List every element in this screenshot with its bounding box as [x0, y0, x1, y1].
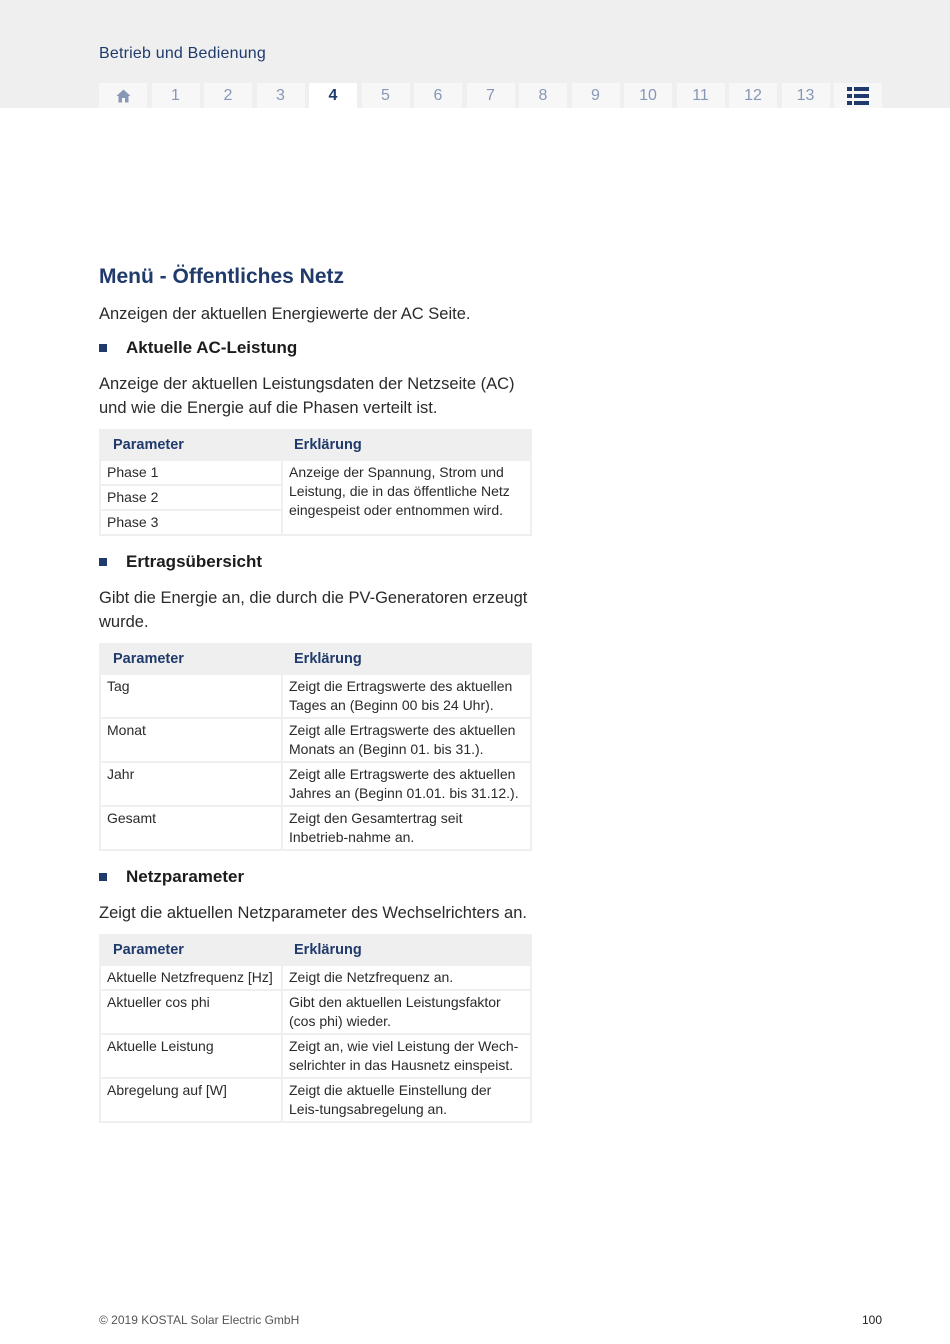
parameter-table-yield-overview — [99, 643, 532, 851]
tab-chapter-7[interactable]: 7 — [467, 83, 515, 108]
tab-chapter-6[interactable]: 6 — [414, 83, 462, 108]
table-cell: Phase 3 — [100, 510, 282, 535]
table-cell: Aktueller cos phi — [100, 990, 282, 1034]
section-heading-ac-power: Aktuelle AC-Leistung — [99, 336, 531, 360]
table-cell: Monat — [100, 718, 282, 762]
table-cell: Phase 1 — [100, 460, 282, 485]
tab-chapter-4[interactable]: 4 — [309, 83, 357, 108]
table-cell: Zeigt die Ertragswerte des aktuellen Tages an (Beginn 00 bis 24 Uhr). — [282, 674, 531, 718]
table-row — [100, 990, 531, 1034]
table-cell: Aktuelle Leistung — [100, 1034, 282, 1078]
chapter-tabs — [99, 83, 887, 108]
table-cell: Gibt den aktuellen Leistungsfaktor (cos phi) wieder. — [282, 990, 531, 1034]
table-row — [100, 965, 531, 990]
table-cell: Zeigt den Gesamtertrag seit Inbetrieb-nahme an. — [282, 806, 531, 850]
list-icon — [847, 87, 869, 105]
table-cell: Jahr — [100, 762, 282, 806]
table-cell: Abregelung auf [W] — [100, 1078, 282, 1122]
table-row — [100, 762, 531, 806]
table-cell: Aktuelle Netzfrequenz [Hz] — [100, 965, 282, 990]
table-cell: Zeigt die aktuelle Einstellung der Leis-tungsabregelung an. — [282, 1078, 531, 1122]
table-cell: Gesamt — [100, 806, 282, 850]
page-number: 100 — [861, 1313, 882, 1327]
table-header: Parameter — [100, 430, 282, 460]
tab-chapter-10[interactable]: 10 — [624, 83, 672, 108]
tab-chapter-11[interactable]: 11 — [677, 83, 725, 108]
table-header: Parameter — [100, 644, 282, 674]
table-cell: Tag — [100, 674, 282, 718]
bullet-square-icon — [99, 558, 107, 566]
tab-chapter-8[interactable]: 8 — [519, 83, 567, 108]
table-cell: Anzeige der Spannung, Strom und Leistung, die in das öffentliche Netz eingespeist oder entnommen wird. — [282, 460, 531, 535]
tab-chapter-13[interactable]: 13 — [782, 83, 830, 108]
table-header: Erklärung — [282, 430, 531, 460]
table-header: Erklärung — [282, 644, 531, 674]
tab-chapter-1[interactable]: 1 — [152, 83, 200, 108]
page-title: Menü - Öffentliches Netz — [99, 265, 345, 288]
section-description: Zeigt die aktuellen Netzparameter des Wechselrichters an. — [99, 904, 527, 922]
chapter-title: Betrieb und Bedienung — [99, 45, 266, 62]
bullet-square-icon — [99, 344, 107, 352]
tab-chapter-3[interactable]: 3 — [257, 83, 305, 108]
tab-chapter-9[interactable]: 9 — [572, 83, 620, 108]
table-cell: Phase 2 — [100, 485, 282, 510]
table-row — [100, 806, 531, 850]
tab-table-of-contents[interactable] — [834, 83, 882, 108]
table-row — [100, 1078, 531, 1122]
footer-copyright: © 2019 KOSTAL Solar Electric GmbH — [99, 1313, 300, 1327]
section-description: Anzeige der aktuellen Leistungsdaten der Netzseite (AC) und wie die Energie auf die Phasen verteilt ist. — [99, 375, 515, 417]
main-content — [99, 262, 531, 1123]
parameter-table-ac-power — [99, 429, 532, 536]
table-row — [100, 1034, 531, 1078]
tab-chapter-12[interactable]: 12 — [729, 83, 777, 108]
parameter-table-grid-parameters — [99, 934, 532, 1123]
table-header: Erklärung — [282, 935, 531, 965]
table-cell: Zeigt alle Ertragswerte des aktuellen Jahres an (Beginn 01.01. bis 31.12.). — [282, 762, 531, 806]
home-icon — [116, 89, 131, 103]
table-row — [100, 460, 531, 485]
tab-chapter-2[interactable]: 2 — [204, 83, 252, 108]
page-lead: Anzeigen der aktuellen Energiewerte der AC Seite. — [99, 305, 471, 323]
table-cell: Zeigt alle Ertragswerte des aktuellen Monats an (Beginn 01. bis 31.). — [282, 718, 531, 762]
tab-chapter-5[interactable]: 5 — [362, 83, 410, 108]
section-description: Gibt die Energie an, die durch die PV-Generatoren erzeugt wurde. — [99, 589, 528, 631]
section-heading-grid-parameters: Netzparameter — [99, 865, 531, 889]
tab-home[interactable] — [99, 83, 147, 108]
table-header: Parameter — [100, 935, 282, 965]
table-cell: Zeigt die Netzfrequenz an. — [282, 965, 531, 990]
table-row — [100, 674, 531, 718]
section-heading-yield-overview: Ertragsübersicht — [99, 550, 531, 574]
bullet-square-icon — [99, 873, 107, 881]
table-cell: Zeigt an, wie viel Leistung der Wech-selrichter in das Hausnetz einspeist. — [282, 1034, 531, 1078]
table-row — [100, 718, 531, 762]
